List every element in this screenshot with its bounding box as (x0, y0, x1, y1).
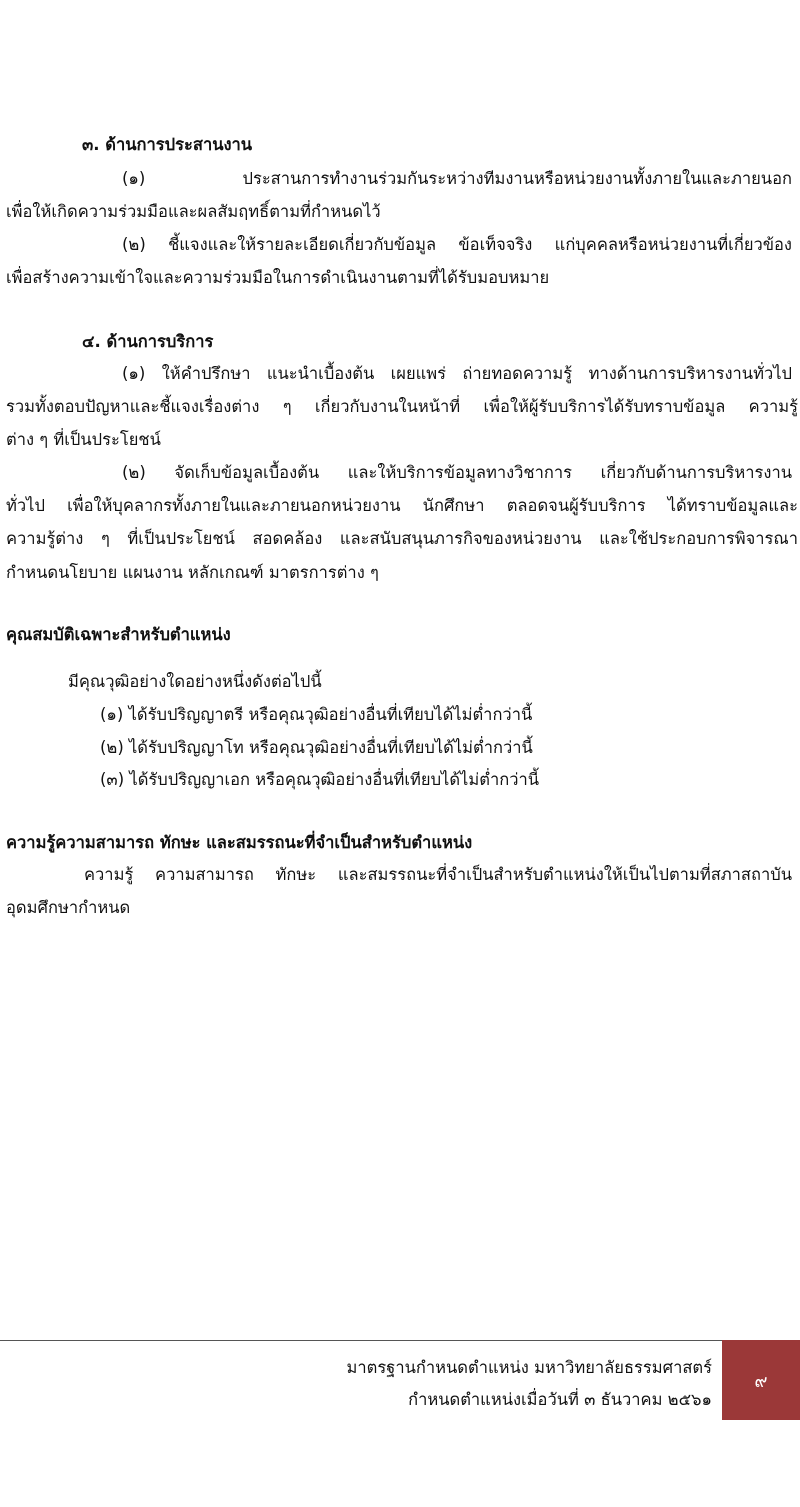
section-4-item-1-line-3: ต่าง ๆ ที่เป็นประโยชน์ (6, 430, 161, 449)
competency-line-2: อุดมศึกษากำหนด (6, 898, 131, 917)
qualification-item-2: (๒) ได้รับปริญญาโท หรือคุณวุฒิอย่างอื่นที่เทียบได้ไม่ต่ำกว่านี้ (100, 738, 533, 757)
qualification-item-3: (๓) ได้รับปริญญาเอก หรือคุณวุฒิอย่างอื่นที่เทียบได้ไม่ต่ำกว่านี้ (100, 770, 540, 789)
section-4-item-1-line-1: (๑) ให้คำปรึกษา แนะนำเบื้องต้น เผยแพร่ ถ่ายทอดความรู้ ทางด้านการบริหารงานทั่วไป (122, 364, 792, 383)
page-number-badge (722, 1340, 800, 1420)
section-3-item-1-line-2: เพื่อให้เกิดความร่วมมือและผลสัมฤทธิ์ตามที่กำหนดไว้ (6, 202, 381, 221)
section-4-item-2-line-4: กำหนดนโยบาย แผนงาน หลักเกณฑ์ มาตรการต่าง ๆ (6, 563, 379, 582)
footer-title: มาตรฐานกำหนดตำแหน่ง มหาวิทยาลัยธรรมศาสตร์ (346, 1358, 712, 1377)
section-3-item-2-line-2: เพื่อสร้างความเข้าใจและความร่วมมือในการดำเนินงานตามที่ได้รับมอบหมาย (6, 268, 550, 287)
section-4-item-1-line-2: รวมทั้งตอบปัญหาและชี้แจงเรื่องต่าง ๆ เกี่ยวกับงานในหน้าที่ เพื่อให้ผู้รับบริการได้รับทราบข้อมูล ความรู้ (6, 397, 798, 416)
qualification-item-1: (๑) ได้รับปริญญาตรี หรือคุณวุฒิอย่างอื่นที่เทียบได้ไม่ต่ำกว่านี้ (100, 705, 533, 724)
section-4-item-2-line-1: (๒) จัดเก็บข้อมูลเบื้องต้น และให้บริการข้อมูลทางวิชาการ เกี่ยวกับด้านการบริหารงาน (122, 463, 792, 482)
footer-date: กำหนดตำแหน่งเมื่อวันที่ ๓ ธันวาคม ๒๕๖๑ (408, 1390, 712, 1409)
page-number: ๙ (754, 1370, 768, 1392)
section-4-item-2-line-3: ความรู้ต่าง ๆ ที่เป็นประโยชน์ สอดคล้อง และสนับสนุนภารกิจของหน่วยงาน และใช้ประกอบการพิจารณา (6, 529, 798, 548)
qualifications-intro: มีคุณวุฒิอย่างใดอย่างหนึ่งดังต่อไปนี้ (68, 672, 322, 691)
competency-line-1: ความรู้ ความสามารถ ทักษะ และสมรรถนะที่จำเป็นสำหรับตำแหน่งให้เป็นไปตามที่สภาสถาบัน (84, 865, 792, 884)
qualifications-heading: คุณสมบัติเฉพาะสำหรับตำแหน่ง (6, 625, 231, 644)
section-3-item-1-line-1: (๑) ประสานการทำงานร่วมกันระหว่างทีมงานหรือหน่วยงานทั้งภายในและภายนอก (122, 169, 792, 188)
section-4-heading: ๔. ด้านการบริการ (82, 332, 214, 351)
competency-heading: ความรู้ความสามารถ ทักษะ และสมรรถนะที่จำเป็นสำหรับตำแหน่ง (6, 833, 473, 852)
section-3-item-2-line-1: (๒) ชี้แจงและให้รายละเอียดเกี่ยวกับข้อมูล ข้อเท็จจริง แก่บุคคลหรือหน่วยงานที่เกี่ยวข้อง (122, 235, 792, 254)
section-4-item-2-line-2: ทั่วไป เพื่อให้บุคลากรทั้งภายในและภายนอกหน่วยงาน นักศึกษา ตลอดจนผู้รับบริการ ได้ทราบข้อมูลและ (6, 496, 798, 515)
section-3-heading: ๓. ด้านการประสานงาน (82, 135, 253, 154)
footer-divider (0, 1340, 722, 1341)
